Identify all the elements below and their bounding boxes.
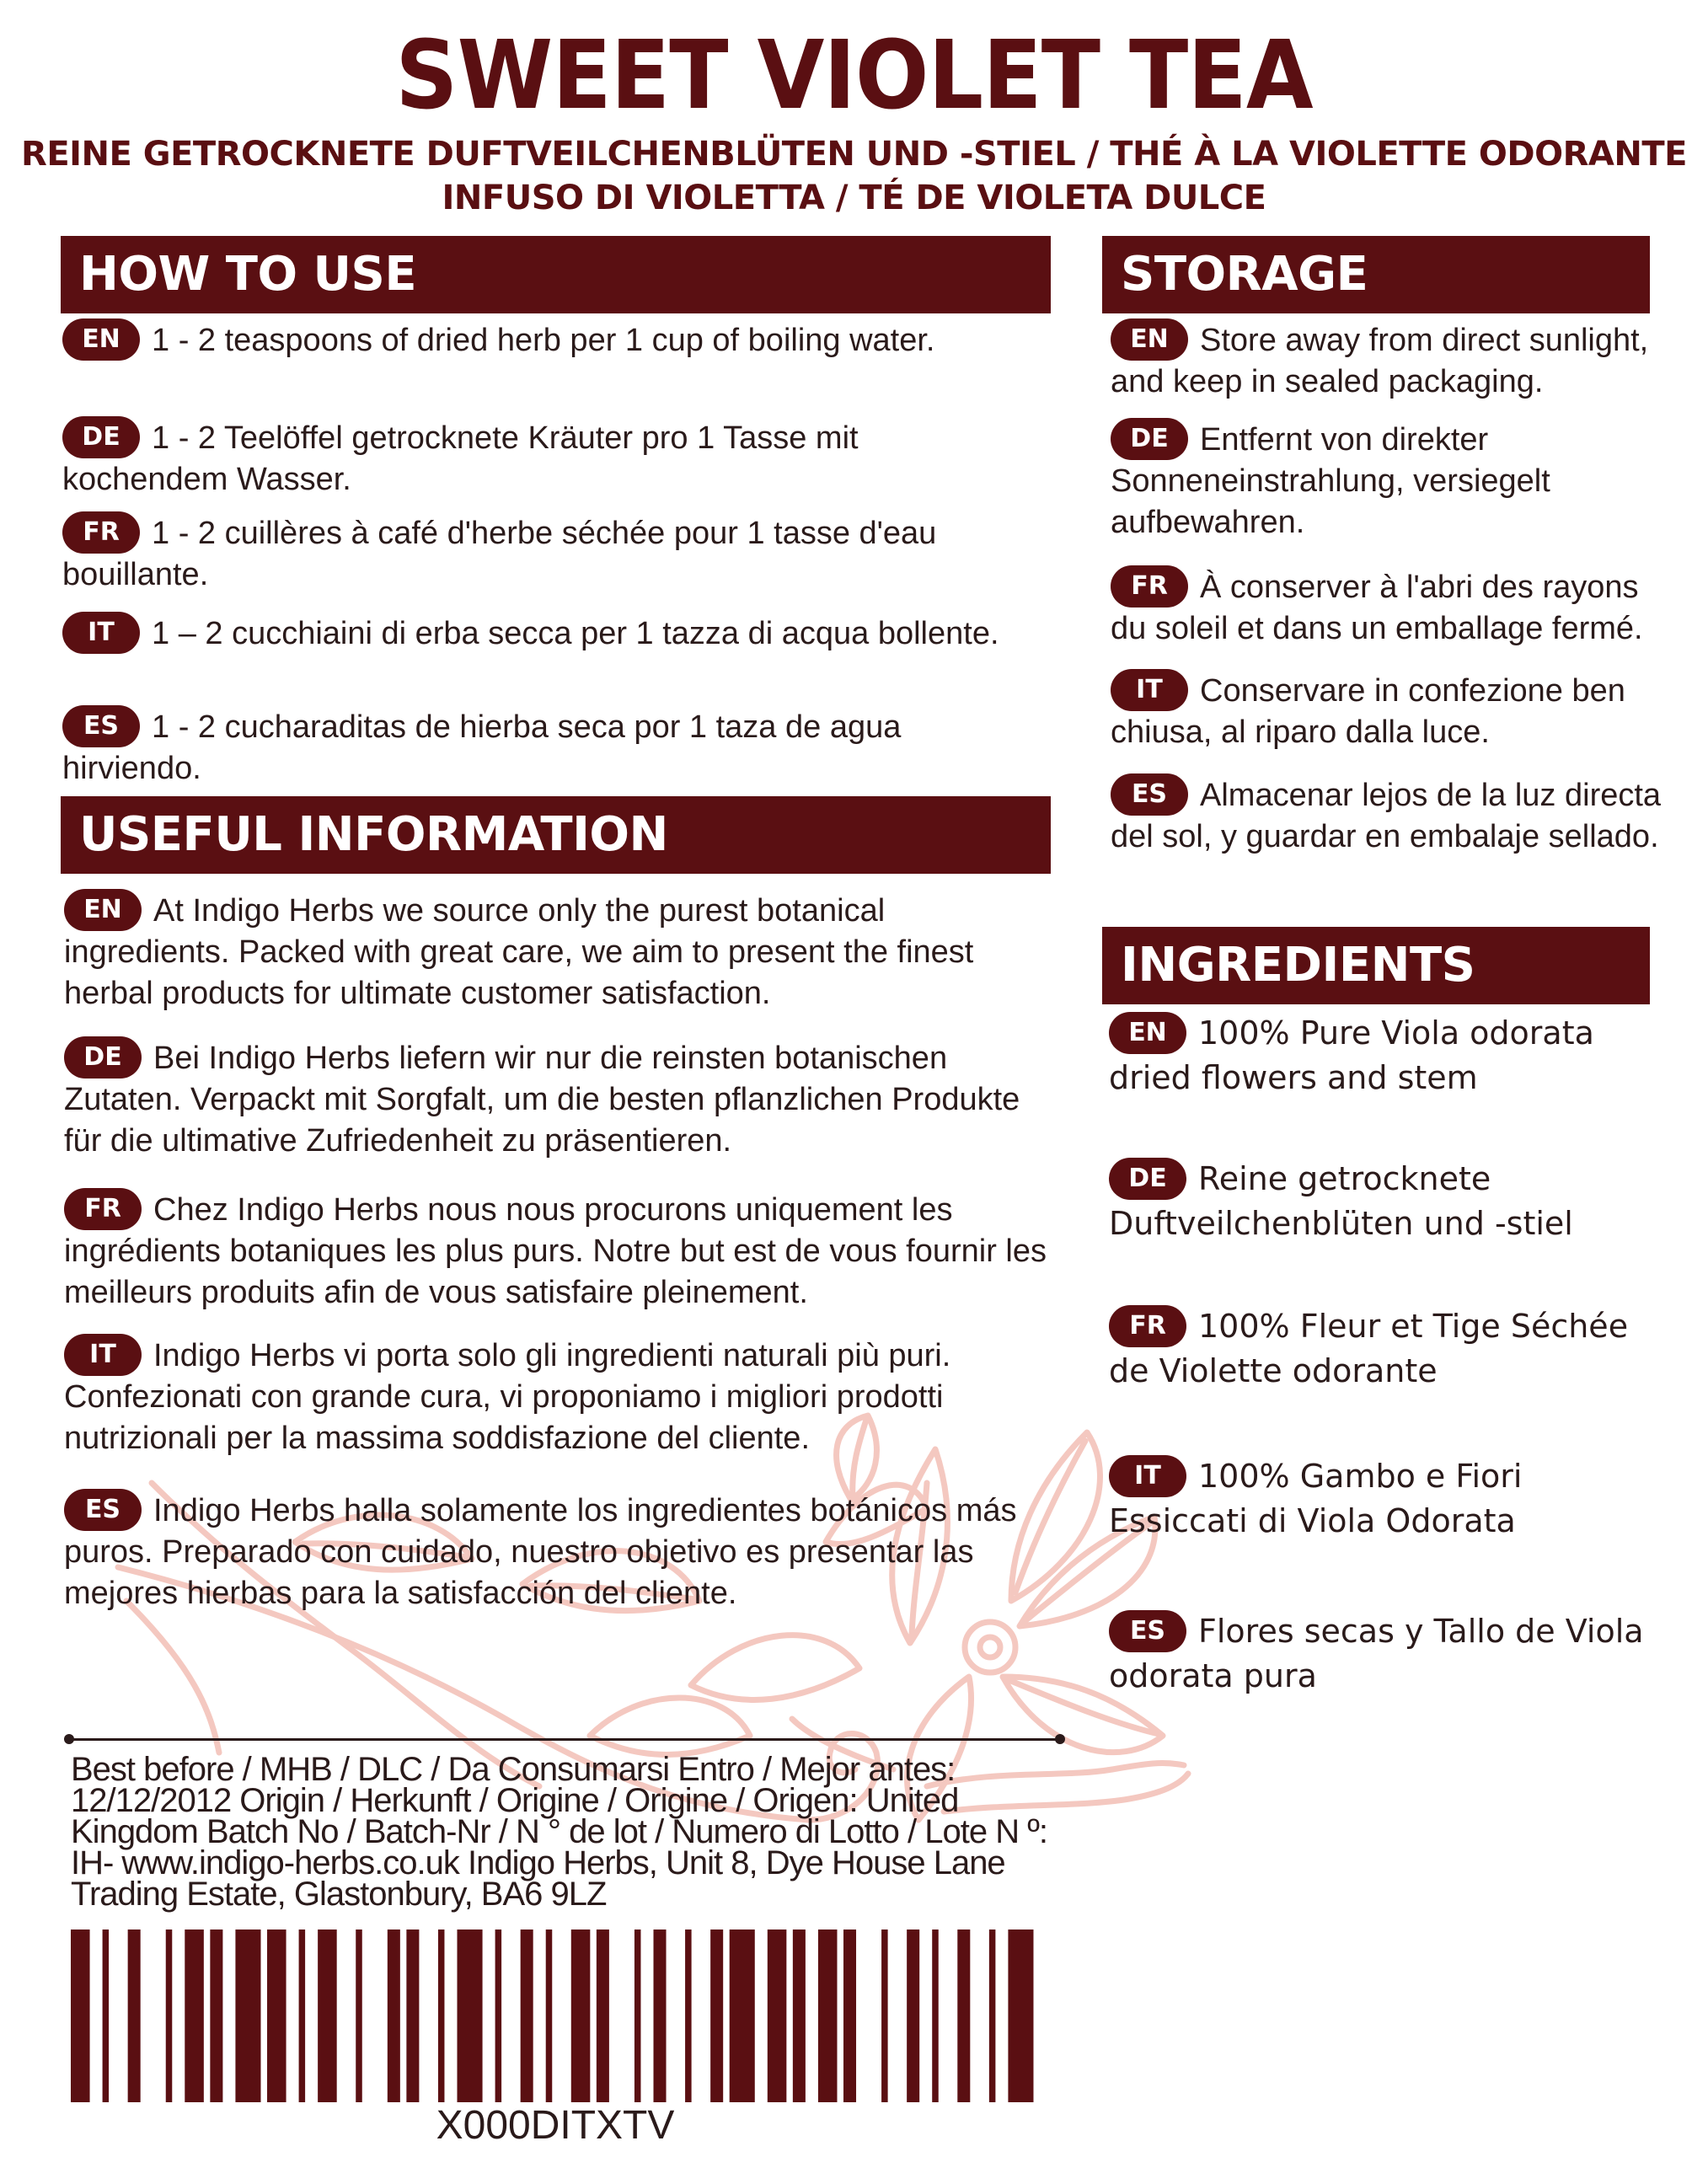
barcode-bar <box>989 1930 996 2102</box>
how-to-use-entry-en <box>62 318 1057 361</box>
language-badge-it: IT <box>62 612 140 654</box>
barcode-bar <box>495 1930 502 2102</box>
barcode-bar <box>571 1930 591 2102</box>
language-badge-en: EN <box>64 889 142 931</box>
storage-text-en: Store away from direct sunlight, and keep in sealed packaging. <box>1111 323 1649 399</box>
barcode-bar <box>185 1930 204 2102</box>
product-title: SWEET VIOLET TEA <box>395 21 1313 131</box>
useful-info-entry-es <box>64 1489 1054 1614</box>
barcode-bar <box>932 1930 939 2102</box>
ingredients-text-fr: 100% Fleur et Tige Séchée de Violette odorante <box>1109 1308 1629 1389</box>
storage-text-fr: À conserver à l'abri des rayons du soleil et dans un emballage fermé. <box>1111 570 1643 646</box>
barcode-bar <box>71 1930 90 2102</box>
language-badge-es: ES <box>1111 773 1188 816</box>
language-badge-es: ES <box>62 705 140 747</box>
ingredients-entry-en <box>1109 1011 1648 1100</box>
barcode-bar <box>103 1930 110 2102</box>
barcode-bar <box>881 1930 888 2102</box>
language-badge-fr: FR <box>1111 565 1188 607</box>
language-badge-it: IT <box>1109 1455 1186 1497</box>
storage-entry-es <box>1111 773 1667 858</box>
language-badge-es: ES <box>1109 1610 1186 1652</box>
language-badge-en: EN <box>62 318 140 361</box>
ingredients-text-en: 100% Pure Viola odorata dried flowers and stem <box>1109 1014 1594 1096</box>
useful-info-text-es: Indigo Herbs halla solamente los ingredientes botánicos más puros. Preparado con cuidado, nuestro objetivo es presentar las mejores hierbas para la satisfacción del cliente. <box>64 1493 1017 1611</box>
subtitle-line-2: INFUSO DI VIOLETTA / TÉ DE VIOLETA DULCE <box>442 179 1266 217</box>
barcode-bar <box>267 1930 286 2102</box>
how-to-use-entry-es <box>62 705 964 789</box>
barcode-bar <box>685 1930 692 2102</box>
barcode-bar <box>128 1930 141 2102</box>
language-badge-it: IT <box>1111 669 1188 711</box>
barcode-bar <box>957 1930 970 2102</box>
language-badge-it: IT <box>64 1334 142 1376</box>
barcode-bar <box>1008 1930 1033 2102</box>
barcode-bar <box>546 1930 553 2102</box>
barcode-bar <box>356 1930 362 2102</box>
barcode-number: X000DITXTV <box>436 2103 675 2148</box>
barcode <box>71 1930 1040 2102</box>
useful-info-entry-it <box>64 1334 1050 1459</box>
storage-text-es: Almacenar lejos de la luz directa del sol, y guardar en embalaje sellado. <box>1111 778 1662 854</box>
ingredients-entry-es <box>1109 1609 1682 1699</box>
footer-legal-text: Best before / MHB / DLC / Da Consumarsi Entro / Mejor antes: 12/12/2012 Origin / Herkunft / Origine / Origine / Origen: United Kingdom Batch No / Batch-Nr / N ° de lot / Numero di Lotto / Lote N º: IH- www.indigo-herbs.co.uk Indigo Herbs, Unit 8, Dye House Lane Trading Estate, Glastonbury, BA6 9LZ <box>71 1751 1047 1913</box>
barcode-bar <box>458 1930 483 2102</box>
barcode-bar <box>843 1930 856 2102</box>
ingredients-entry-fr <box>1109 1304 1665 1394</box>
barcode-bar <box>235 1930 260 2102</box>
ingredients-text-es: Flores secas y Tallo de Viola odorata pura <box>1109 1613 1644 1694</box>
useful-info-entry-en <box>64 889 1050 1014</box>
storage-text-de: Entfernt von direkter Sonneneinstrahlung, versiegelt aufbewahren. <box>1111 422 1550 540</box>
storage-heading: STORAGE <box>1102 236 1650 313</box>
how-to-use-text-it: 1 – 2 cucchiaini di erba secca per 1 tazza di acqua bollente. <box>152 616 999 651</box>
storage-entry-en <box>1111 318 1667 403</box>
how-to-use-text-fr: 1 - 2 cuillères à café d'herbe séchée pour 1 tasse d'eau bouillante. <box>62 516 937 592</box>
barcode-bar <box>768 1930 787 2102</box>
barcode-bar <box>210 1930 222 2102</box>
language-badge-de: DE <box>1111 418 1188 460</box>
how-to-use-entry-fr <box>62 511 989 596</box>
how-to-use-text-en: 1 - 2 teaspoons of dried herb per 1 cup of boiling water. <box>152 323 935 358</box>
barcode-bar <box>818 1930 838 2102</box>
storage-text-it: Conservare in confezione ben chiusa, al riparo dalla luce. <box>1111 673 1625 750</box>
how-to-use-text-es: 1 - 2 cucharaditas de hierba seca por 1 taza de agua hirviendo. <box>62 709 902 786</box>
ingredients-heading: INGREDIENTS <box>1102 927 1650 1004</box>
footer-divider <box>67 1738 1062 1741</box>
ingredients-entry-de <box>1109 1157 1614 1246</box>
language-badge-es: ES <box>64 1489 142 1531</box>
barcode-bar <box>597 1930 609 2102</box>
useful-info-text-fr: Chez Indigo Herbs nous nous procurons uniquement les ingrédients botaniques les plus purs. Notre but est de vous fournir les meilleurs produits afin de vous satisfaire pleinement. <box>64 1192 1047 1310</box>
how-to-use-entry-it <box>62 612 1057 655</box>
barcode-bar <box>299 1930 306 2102</box>
language-badge-de: DE <box>64 1036 142 1078</box>
subtitle-line-1: REINE GETROCKNETE DUFTVEILCHENBLÜTEN UND -STIEL / THÉ À LA VIOLETTE ODORANTE <box>21 135 1687 174</box>
language-badge-fr: FR <box>62 511 140 554</box>
language-badge-fr: FR <box>1109 1305 1186 1347</box>
ingredients-text-de: Reine getrocknete Duftveilchenblüten und -stiel <box>1109 1160 1573 1242</box>
barcode-bar <box>654 1930 667 2102</box>
language-badge-en: EN <box>1109 1012 1186 1054</box>
language-badge-de: DE <box>1109 1158 1186 1200</box>
how-to-use-heading: HOW TO USE <box>61 236 1051 313</box>
barcode-bar <box>730 1930 755 2102</box>
useful-info-text-de: Bei Indigo Herbs liefern wir nur die reinsten botanischen Zutaten. Verpackt mit Sorgfalt, um die besten pflanzlichen Produkte für die ultimative Zufriedenheit zu präsentieren. <box>64 1041 1020 1159</box>
useful-info-text-en: At Indigo Herbs we source only the purest botanical ingredients. Packed with great care, we aim to present the finest herbal products for ultimate customer satisfaction. <box>64 893 974 1011</box>
useful-info-entry-de <box>64 1036 1054 1162</box>
useful-info-text-it: Indigo Herbs vi porta solo gli ingredienti naturali più puri. Confezionati con grande cura, vi proponiamo i migliori prodotti nutrizionali per la massima soddisfazione del cliente. <box>64 1338 951 1456</box>
how-to-use-text-de: 1 - 2 Teelöffel getrocknete Kräuter pro 1 Tasse mit kochendem Wasser. <box>62 420 859 497</box>
barcode-bar <box>318 1930 337 2102</box>
barcode-bar <box>710 1930 723 2102</box>
barcode-bar <box>406 1930 419 2102</box>
barcode-bar <box>907 1930 919 2102</box>
useful-information-heading: USEFUL INFORMATION <box>61 796 1051 874</box>
ingredients-entry-it <box>1109 1454 1581 1544</box>
barcode-bar <box>521 1930 533 2102</box>
storage-entry-fr <box>1111 565 1667 650</box>
barcode-bar <box>388 1930 400 2102</box>
ingredients-text-it: 100% Gambo e Fiori Essiccati di Viola Odorata <box>1109 1458 1523 1539</box>
barcode-bar <box>438 1930 445 2102</box>
barcode-bar <box>634 1930 641 2102</box>
barcode-bar <box>166 1930 173 2102</box>
language-badge-de: DE <box>62 416 140 458</box>
storage-entry-it <box>1111 669 1650 753</box>
language-badge-fr: FR <box>64 1188 142 1230</box>
storage-entry-de <box>1111 418 1582 543</box>
how-to-use-entry-de <box>62 416 947 500</box>
barcode-bar <box>793 1930 806 2102</box>
language-badge-en: EN <box>1111 318 1188 361</box>
useful-info-entry-fr <box>64 1188 1050 1314</box>
